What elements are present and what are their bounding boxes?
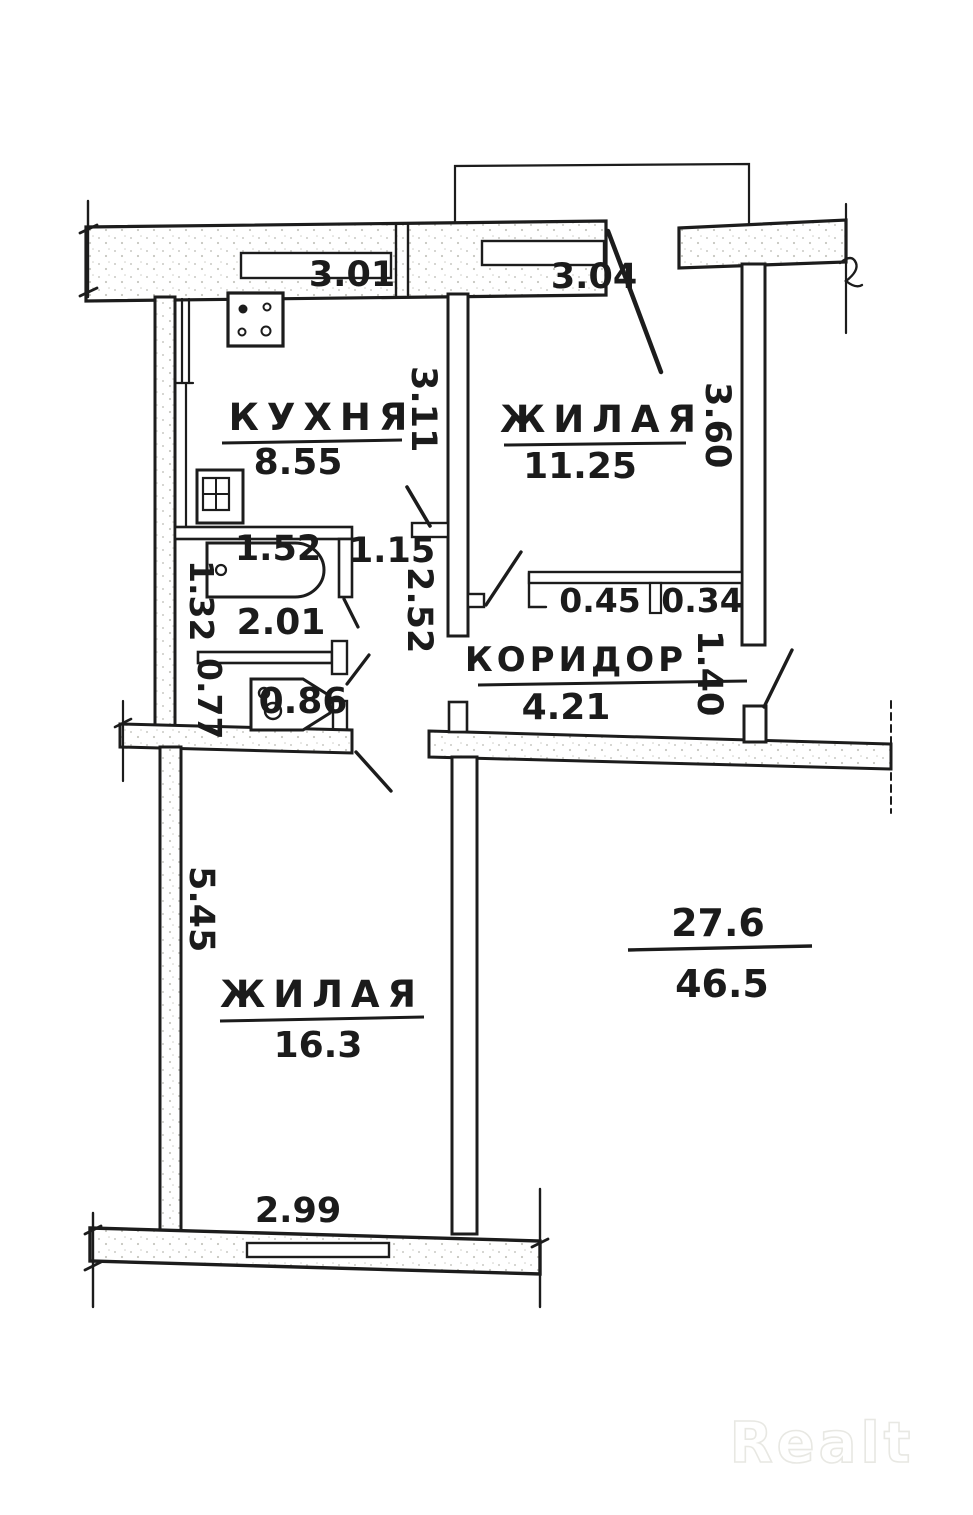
entrance-door-jamb [744,706,766,742]
dim-bath-width: 1.32 [182,560,221,642]
label-underline [504,443,686,445]
living1-right-wall [742,264,765,645]
fraction-line [628,946,812,950]
watermark-logo: Realt [729,1411,915,1476]
dim-closet-left: 0.45 [559,581,641,620]
summary-total-area: 46.5 [675,962,769,1006]
room-area-toilet: 0.86 [258,681,348,722]
kitchen-door-leaf [407,487,430,526]
balcony-door-leaf [608,231,661,372]
corridor-bottom-wall [429,731,891,769]
room-area-corridor: 4.21 [521,687,611,728]
summary-living-area: 27.6 [671,901,765,945]
stove-burner [239,305,248,314]
dim-hall-depth: 2.52 [399,567,439,654]
labels-group [181,255,914,1476]
living2-left-wall [160,747,181,1234]
living1-door-jamb [468,594,484,607]
dim-closet-right: 0.34 [661,581,743,620]
living2-window [247,1243,389,1257]
label-underline [220,1017,424,1021]
dim-kitchen-width: 3.01 [308,255,396,295]
living2-right-wall [452,757,477,1234]
living1-door-leaf [486,552,521,605]
dim-kitchen-depth: 3.11 [403,366,443,453]
dim-opening-width: 1.15 [348,531,436,571]
toilet-door-leaf [347,655,369,684]
central-wall [448,294,468,636]
dim-living1-depth: 3.60 [697,382,737,469]
entrance-door-leaf [764,650,792,707]
bathroom-door-leaf [344,599,358,627]
left-outer-wall [155,297,175,737]
room-area-living2: 16.3 [273,1025,363,1066]
dim-entry-opening: 1.40 [689,630,729,717]
dim-living1-width: 3.04 [550,257,638,297]
room-area-living1: 11.25 [523,446,637,487]
dim-bath-length: 1.52 [234,529,322,569]
room-label-kitchen: КУХНЯ [228,396,416,439]
room-label-living2: ЖИЛАЯ [219,973,425,1016]
room-label-corridor: КОРИДОР [464,640,688,680]
living2-door-leaf [356,752,391,791]
room-label-living1: ЖИЛАЯ [499,398,705,441]
dim-toilet-width: 0.77 [190,658,229,740]
top-right-wall [679,220,846,268]
wall-stub [449,702,467,732]
room-area-bathroom: 2.01 [236,602,326,643]
stove-icon [228,293,283,346]
closet-divider [650,583,661,613]
toilet-door-jamb [332,641,347,674]
mid-left-wall [120,724,352,753]
dim-living2-width: 2.99 [254,1191,342,1231]
room-area-kitchen: 8.55 [253,442,343,483]
dim-living2-depth: 5.45 [181,866,221,953]
